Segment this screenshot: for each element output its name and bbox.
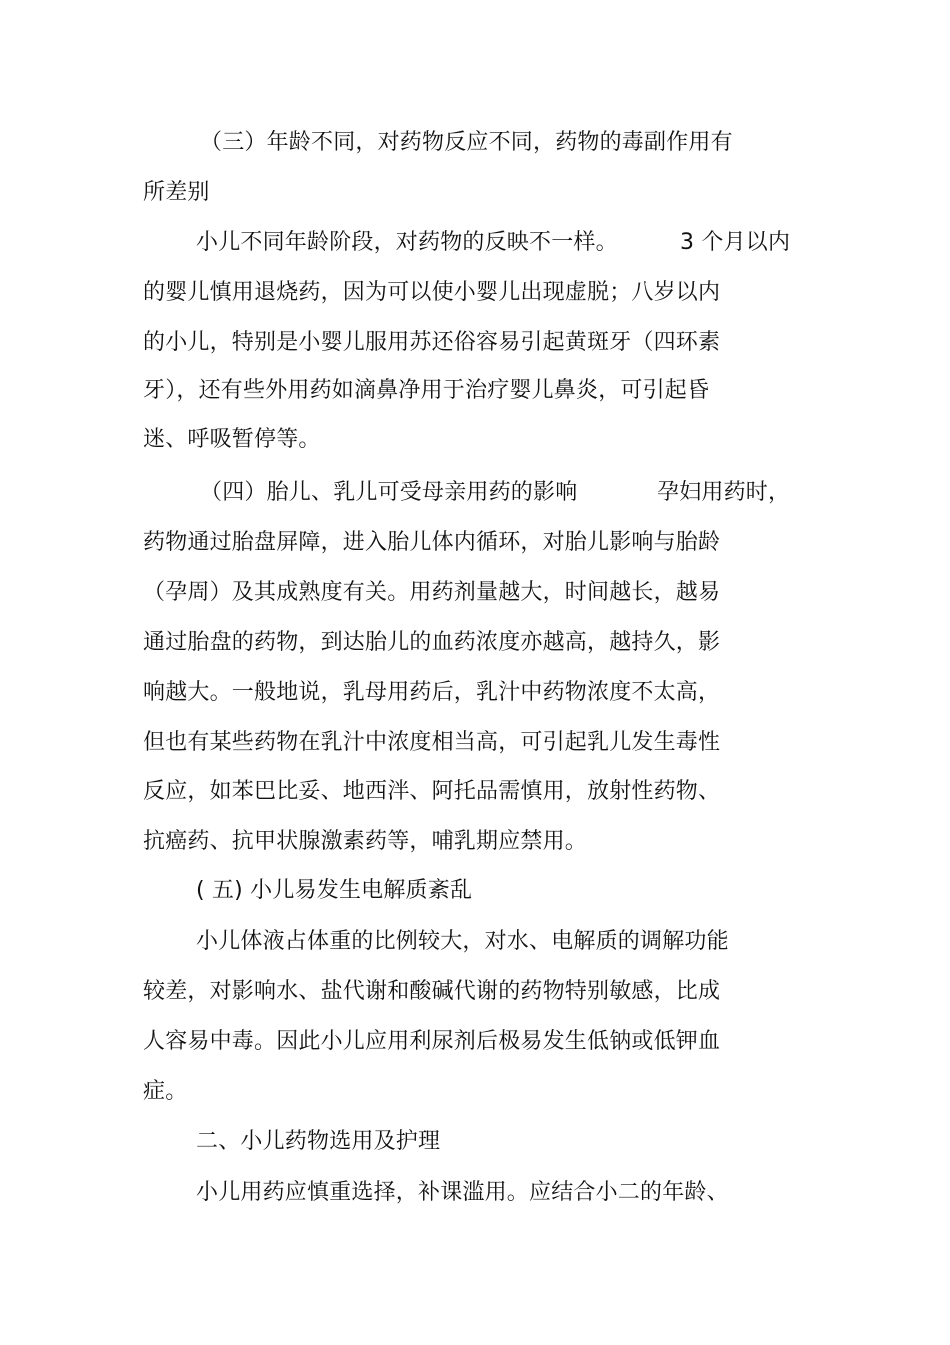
section-heading: 二、小儿药物选用及护理 [196,1129,441,1154]
text-line: （四）胎儿、乳儿可受母亲用药的影响 [200,480,578,505]
text-line: 较差，对影响水、盐代谢和酸碱代谢的药物特别敏感，比成 [143,979,721,1004]
text-line: 症。 [143,1079,188,1104]
text-line: 反应，如苯巴比妥、地西泮、阿托品需慎用，放射性药物、 [143,779,721,804]
text-line: 的小儿，特别是小婴儿服用苏还俗容易引起黄斑牙（四环素 [143,330,721,355]
text-line: 人容易中毒。因此小儿应用利尿剂后极易发生低钠或低钾血 [143,1029,721,1054]
text-line: 小儿体液占体重的比例较大，对水、电解质的调解功能 [196,929,729,954]
text-line: （孕周）及其成熟度有关。用药剂量越大，时间越长，越易 [143,580,721,605]
text-line: 药物通过胎盘屏障，进入胎儿体内循环，对胎儿影响与胎龄 [143,530,721,555]
text-line: 3 个月以内 [680,230,791,255]
text-line: （三）年龄不同，对药物反应不同，药物的毒副作用有 [200,130,733,155]
text-line: 抗癌药、抗甲状腺激素药等，哺乳期应禁用。 [143,829,588,854]
section-heading: ( 五) 小儿易发生电解质紊乱 [196,878,473,903]
text-line: 的婴儿慎用退烧药，因为可以使小婴儿出现虚脱；八岁以内 [143,280,721,305]
text-line: 孕妇用药时， [657,480,791,505]
text-line: 迷、呼吸暂停等。 [143,427,321,452]
text-line: 所差别 [143,180,210,205]
text-line: 小儿不同年龄阶段，对药物的反映不一样。 [196,230,618,255]
text-line: 但也有某些药物在乳汁中浓度相当高，可引起乳儿发生毒性 [143,730,721,755]
text-line: 小儿用药应慎重选择，补课滥用。应结合小二的年龄、 [196,1180,729,1205]
text-line: 牙），还有些外用药如滴鼻净用于治疗婴儿鼻炎，可引起昏 [143,378,710,403]
text-line: 通过胎盘的药物，到达胎儿的血药浓度亦越高，越持久，影 [143,630,721,655]
text-line: 响越大。一般地说，乳母用药后，乳汁中药物浓度不太高， [143,680,721,705]
